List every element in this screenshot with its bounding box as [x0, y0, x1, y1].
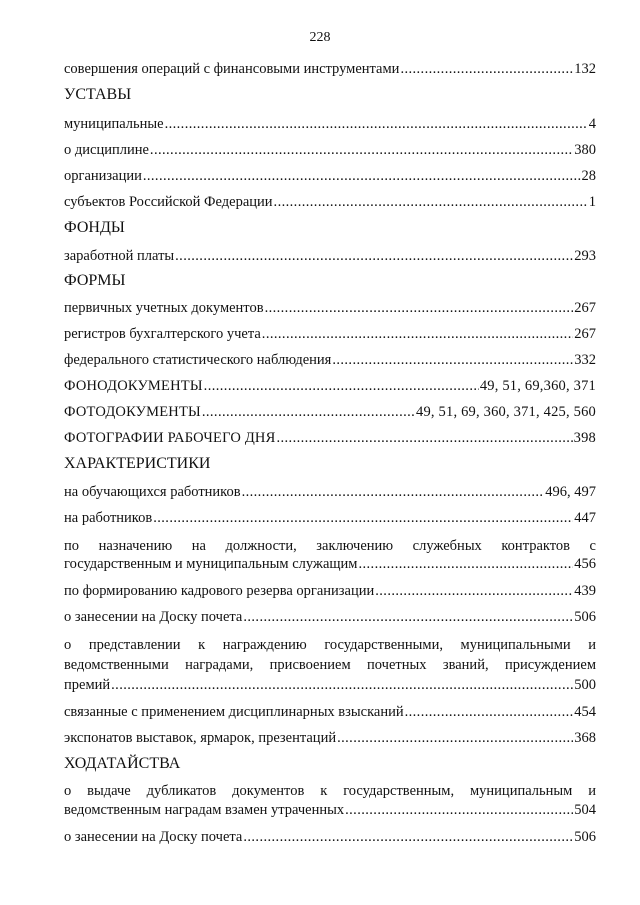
entry-page: 496, 497: [545, 484, 596, 500]
dot-leader: [262, 325, 573, 343]
entry-text: о занесении на Доску почета: [64, 609, 243, 625]
entry-text: на обучающихся работников: [64, 484, 241, 500]
entry-page: 368: [574, 730, 596, 746]
entry-page: 447: [574, 510, 596, 526]
index-entry: [64, 403, 596, 421]
index-entry: [64, 247, 596, 265]
entry-text: заработной платы: [64, 248, 175, 264]
dot-leader: [204, 377, 479, 395]
page-number: 228: [309, 30, 331, 45]
index-entry: [64, 167, 596, 185]
entry-page: 293: [574, 248, 596, 264]
section-heading: УСТАВЫ: [64, 86, 132, 103]
index-entry: [64, 429, 596, 447]
index-entry: [64, 729, 596, 747]
dot-leader: [400, 60, 573, 78]
dot-leader: [345, 801, 573, 819]
dot-leader: [143, 167, 581, 185]
entry-text: регистров бухгалтерского учета: [64, 326, 261, 342]
dot-leader: [405, 703, 574, 721]
index-entry: [64, 555, 596, 573]
entry-text: ведомственным наградам взамен утраченных: [64, 802, 345, 818]
entry-page: 456: [574, 556, 596, 572]
entry-text: премий: [64, 677, 111, 693]
dot-leader: [150, 141, 573, 159]
entry-page: 506: [574, 609, 596, 625]
entry-line: о представлении к награждению государственными, муниципальными и: [64, 637, 596, 653]
dot-leader: [242, 483, 545, 501]
section-heading: ФОРМЫ: [64, 272, 126, 289]
dot-leader: [202, 403, 415, 421]
index-entry: [64, 115, 596, 133]
index-entry: [64, 351, 596, 369]
entry-text: организации: [64, 168, 142, 184]
dot-leader: [337, 729, 573, 747]
entry-page: 267: [574, 326, 596, 342]
entry-text: субъектов Российской Федерации: [64, 194, 273, 210]
entry-page: 332: [574, 352, 596, 368]
entry-page: 500: [574, 677, 596, 693]
entry-page: 4: [588, 116, 596, 132]
entry-text: первичных учетных документов: [64, 300, 264, 316]
dot-leader: [265, 299, 574, 317]
index-entry: [64, 299, 596, 317]
dot-leader: [165, 115, 588, 133]
dot-leader: [276, 429, 572, 447]
entry-text: ФОНОДОКУМЕНТЫ: [64, 378, 203, 394]
index-entry: [64, 60, 596, 78]
entry-page: 49, 51, 69,360, 371: [479, 378, 596, 394]
index-entry: [64, 483, 596, 501]
entry-text: ФОТОГРАФИИ РАБОЧЕГО ДНЯ: [64, 430, 276, 446]
entry-page: 132: [574, 61, 596, 77]
index-entry: [64, 582, 596, 600]
entry-page: 267: [574, 300, 596, 316]
dot-leader: [358, 555, 573, 573]
entry-page: 454: [574, 704, 596, 720]
index-entry: [64, 325, 596, 343]
dot-leader: [243, 828, 573, 846]
index-entry: [64, 141, 596, 159]
dot-leader: [111, 676, 573, 694]
entry-line: о выдаче дубликатов документов к государственным, муниципальным и: [64, 783, 596, 799]
entry-line: по назначению на должности, заключению служебных контрактов с: [64, 538, 596, 554]
entry-text: государственным и муниципальным служащим: [64, 556, 358, 572]
dot-leader: [274, 193, 588, 211]
index-entry: [64, 193, 596, 211]
entry-page: 49, 51, 69, 360, 371, 425, 560: [416, 404, 596, 420]
entry-page: 1: [588, 194, 596, 210]
entry-text: на работников: [64, 510, 153, 526]
entry-page: 506: [574, 829, 596, 845]
section-heading: ХАРАКТЕРИСТИКИ: [64, 455, 211, 472]
entry-text: экспонатов выставок, ярмарок, презентаций: [64, 730, 337, 746]
entry-page: 398: [573, 430, 596, 446]
index-entry: [64, 509, 596, 527]
index-entry: [64, 828, 596, 846]
entry-text: федерального статистического наблюдения: [64, 352, 332, 368]
entry-line: ведомственными наградами, присвоением почетных званий, присуждением: [64, 657, 596, 673]
dot-leader: [243, 608, 573, 626]
dot-leader: [332, 351, 573, 369]
index-entry: [64, 801, 596, 819]
dot-leader: [375, 582, 573, 600]
index-entry: [64, 676, 596, 694]
entry-text: муниципальные: [64, 116, 164, 132]
dot-leader: [175, 247, 573, 265]
entry-page: 28: [581, 168, 596, 184]
entry-page: 439: [574, 583, 596, 599]
index-entry: [64, 608, 596, 626]
entry-text: по формированию кадрового резерва организации: [64, 583, 375, 599]
entry-text: связанные с применением дисциплинарных взысканий: [64, 704, 404, 720]
entry-page: 504: [574, 802, 596, 818]
section-heading: ФОНДЫ: [64, 219, 125, 236]
index-entry: [64, 703, 596, 721]
entry-text: о дисциплине: [64, 142, 149, 158]
entry-page: 380: [574, 142, 596, 158]
entry-text: о занесении на Доску почета: [64, 829, 243, 845]
dot-leader: [153, 509, 573, 527]
entry-text: совершения операций с финансовыми инструментами: [64, 61, 400, 77]
entry-text: ФОТОДОКУМЕНТЫ: [64, 404, 201, 420]
section-heading: ХОДАТАЙСТВА: [64, 755, 181, 772]
index-entry: [64, 377, 596, 395]
